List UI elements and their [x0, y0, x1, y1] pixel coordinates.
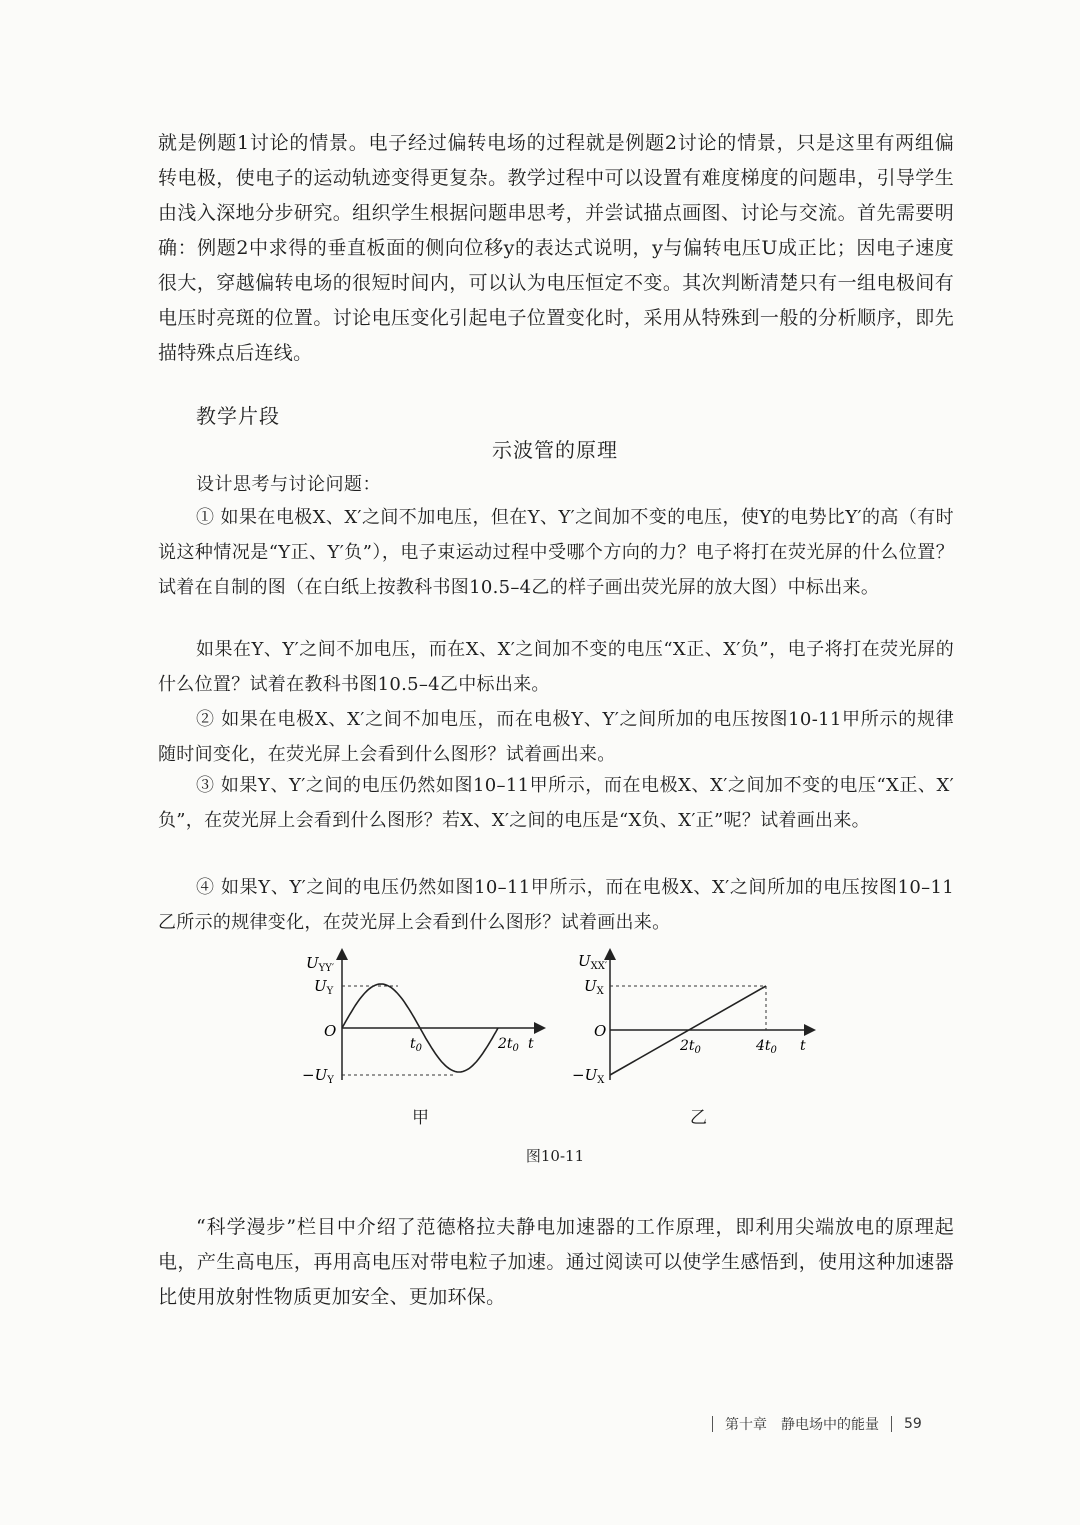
right-y-axis-label: $U_{XX'}$: [578, 952, 608, 972]
question-4: ④ 如果Y、Y′之间的电压仍然如图10–11甲所示，而在电极X、X′之间所加的电压按图10–11乙所示的规律变化，在荧光屏上会看到什么图形？试着画出来。: [158, 877, 954, 933]
footer-chapter-title: 静电场中的能量: [781, 1417, 879, 1433]
left-origin: O: [324, 1022, 337, 1040]
right-origin: O: [594, 1022, 607, 1040]
right-top-tick: $U_X$: [584, 977, 604, 997]
question-1b: 如果在Y、Y′之间不加电压，而在X、X′之间加不变的电压“X正、X′负”，电子将打在荧光屏的什么位置？试着在教科书图10.5–4乙中标出来。: [158, 639, 954, 695]
footer-chapter: 第十章: [725, 1417, 767, 1433]
right-4t0-tick: $4t_0$: [756, 1038, 777, 1056]
left-t0-tick: $t_0$: [410, 1036, 423, 1054]
figure-right-graph: [570, 948, 820, 1088]
left-t-axis-label: t: [528, 1036, 534, 1052]
footer-divider: [891, 1416, 892, 1432]
right-t-axis-label: t: [800, 1038, 806, 1054]
right-2t0-tick: $2t_0$: [680, 1038, 701, 1056]
intro-paragraph: 就是例题1讨论的情景。电子经过偏转电场的过程就是例题2讨论的情景，只是这里有两组偏转电极，使电子的运动轨迹变得更复杂。教学过程中可以设置有难度梯度的问题串，引导学生由浅入深地分步研究。组织学生根据问题串思考，并尝试描点画图、讨论与交流。首先需要明确：例题2中求得的垂直板面的侧向位移y的表达式说明，y与偏转电压U成正比；因电子速度很大，穿越偏转电场的很短时间内，可以认为电压恒定不变。其次判断清楚只有一组电极间有电压时亮斑的位置。讨论电压变化引起电子位置变化时，采用从特殊到一般的分析顺序，即先描特殊点后连线。: [158, 132, 954, 364]
closing-paragraph: “科学漫步”栏目中介绍了范德格拉夫静电加速器的工作原理，即利用尖端放电的原理起电，产生高电压，再用高电压对带电粒子加速。通过阅读可以使学生感悟到，使用这种加速器比使用放射性物质更加安全、更加环保。: [158, 1216, 954, 1308]
segment-subheading: 设计思考与讨论问题：: [196, 474, 381, 495]
right-bottom-tick: $-U_X$: [572, 1066, 605, 1086]
page-number: 59: [904, 1416, 922, 1432]
segment-title: 示波管的原理: [492, 438, 618, 462]
left-top-tick: $U_Y$: [314, 977, 334, 997]
segment-heading: 教学片段: [196, 404, 280, 428]
figure-caption: 图10-11: [525, 1147, 585, 1165]
page-footer: [700, 1414, 922, 1434]
figure-right-label: 乙: [690, 1108, 707, 1128]
figure-left-graph: [300, 948, 550, 1088]
question-3: ③ 如果Y、Y′之间的电压仍然如图10–11甲所示，而在电极X、X′之间加不变的电压“X正、X′负”，在荧光屏上会看到什么图形？若X、X′之间的电压是“X负、X′正”呢？试着画出来。: [158, 775, 954, 831]
question-2: ② 如果在电极X、X′之间不加电压，而在电极Y、Y′之间所加的电压按图10-11甲所示的规律随时间变化，在荧光屏上会看到什么图形？试着画出来。: [158, 709, 954, 765]
left-bottom-tick: $-U_Y$: [302, 1066, 334, 1086]
left-2t0-tick: $2t_0$: [498, 1036, 519, 1054]
question-1: ① 如果在电极X、X′之间不加电压，但在Y、Y′之间加不变的电压，使Y的电势比Y′的高（有时说这种情况是“Y正、Y′负”），电子束运动过程中受哪个方向的力？电子将打在荧光屏的什么位置？试着在自制的图（在白纸上按教科书图10.5–4乙的样子画出荧光屏的放大图）中标出来。: [158, 507, 954, 598]
left-y-axis-label: $U_{YY'}$: [306, 954, 335, 974]
figure-left-label: 甲: [412, 1108, 429, 1128]
footer-divider: [712, 1416, 713, 1432]
